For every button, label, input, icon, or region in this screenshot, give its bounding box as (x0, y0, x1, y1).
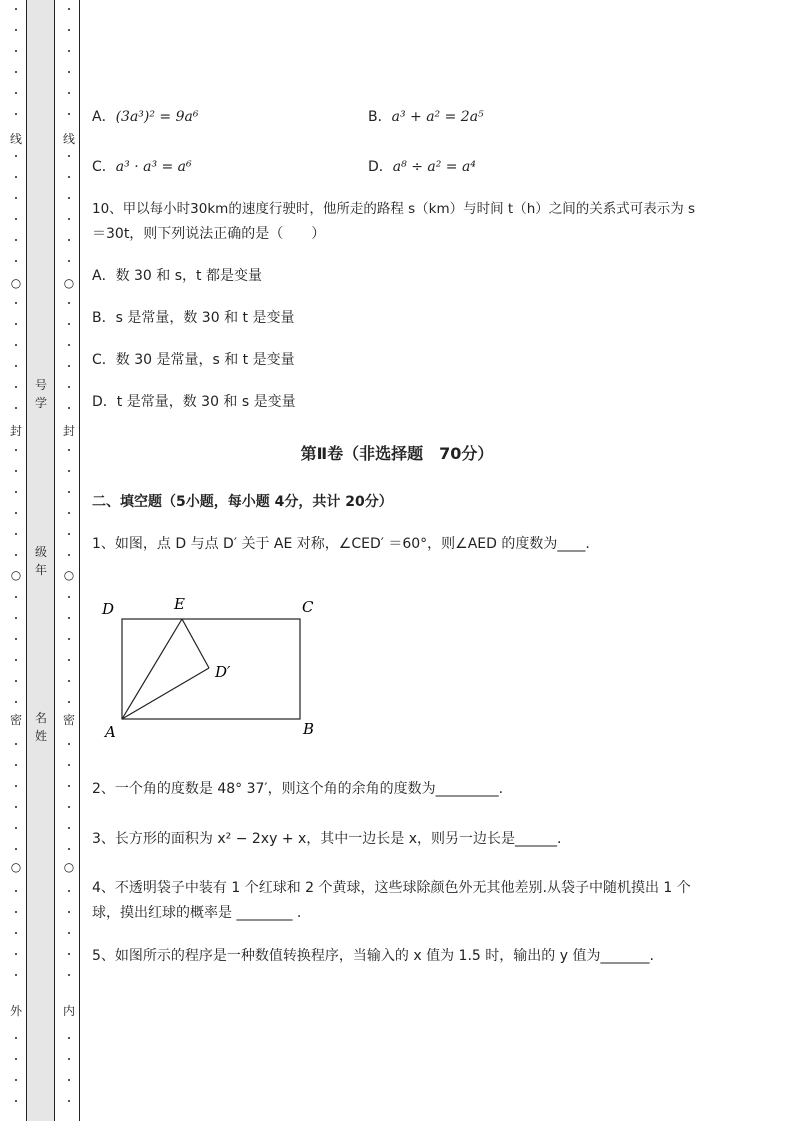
q9-option-b: B．a³ + a² = 2a⁵ (368, 109, 484, 125)
q10-option-a: A．数 30 和 s，t 都是变量 (92, 268, 262, 284)
segment-ad-prime (122, 668, 209, 719)
label-grade: 级 年 (34, 545, 47, 577)
label-a: A (105, 723, 116, 741)
fill-q1: 1、如图，点 D 与点 D′ 关于 AE 对称，∠CED′ ＝60°，则∠AED 的度数为____. (92, 536, 590, 552)
label-name: 名 姓 (34, 711, 47, 743)
label-d-prime: D′ (215, 663, 231, 681)
geometry-figure (96, 592, 326, 744)
q10-option-b: B．s 是常量，数 30 和 t 是变量 (92, 310, 295, 326)
margin-marker-char: ○ (10, 276, 22, 290)
margin-marker-char: 封 (9, 424, 22, 438)
fill-q4-line2: 球，摸出红球的概率是 ________ . (92, 905, 302, 921)
fill-q5: 5、如图所示的程序是一种数值转换程序，当输入的 x 值为 1.5 时，输出的 y 值为_______. (92, 948, 654, 964)
label-e: E (174, 595, 185, 613)
fill-q2: 2、一个角的度数是 48° 37′，则这个角的余角的度数为_________. (92, 781, 504, 797)
margin-marker-char: ○ (63, 276, 75, 290)
margin-marker-char: 线 (9, 132, 22, 146)
q10-option-c: C．数 30 是常量，s 和 t 是变量 (92, 352, 295, 368)
fill-q4-line1: 4、不透明袋子中装有 1 个红球和 2 个黄球，这些球除颜色外无其他差别.从袋子中随机摸出 1 个 (92, 880, 691, 896)
q10-stem-line2: ＝30t，则下列说法正确的是（ ） (92, 226, 326, 242)
q9-option-a: A．(3a³)² = 9a⁶ (92, 109, 199, 125)
q10-option-d: D．t 是常量，数 30 和 s 是变量 (92, 394, 296, 410)
margin-marker-char: 内 (62, 1004, 75, 1018)
margin-marker-char: ○ (63, 568, 75, 582)
margin-marker-char: ○ (10, 568, 22, 582)
label-d: D (102, 600, 115, 618)
margin-marker-char: ○ (63, 860, 75, 874)
label-b: B (303, 720, 315, 738)
margin-marker-char: 外 (9, 1004, 22, 1018)
fill-q3: 3、长方形的面积为 x² − 2xy + x，其中一边长是 x，则另一边长是______. (92, 831, 562, 847)
q9-option-d: D．a⁸ ÷ a² = a⁴ (368, 159, 476, 175)
margin-marker-char: 线 (62, 132, 75, 146)
section-title: 第Ⅱ卷（非选择题 70分） (300, 444, 494, 463)
margin-marker-char: 密 (9, 713, 22, 727)
segment-ed-prime (182, 619, 209, 668)
part-title: 二、填空题（5小题，每小题 4分，共计 20分） (92, 494, 393, 510)
margin-marker-char: 密 (62, 713, 75, 727)
segment-ae (122, 619, 182, 719)
q10-stem-line1: 10、甲以每小时30km的速度行驶时，他所走的路程 s（km）与时间 t（h）之间的关系式可表示为 s (92, 201, 696, 217)
label-c: C (302, 598, 314, 616)
margin-marker-char: ○ (10, 860, 22, 874)
margin-marker-char: 封 (62, 424, 75, 438)
label-student-id: 号 学 (34, 378, 47, 410)
q9-option-c: C．a³ · a³ = a⁶ (92, 159, 192, 175)
